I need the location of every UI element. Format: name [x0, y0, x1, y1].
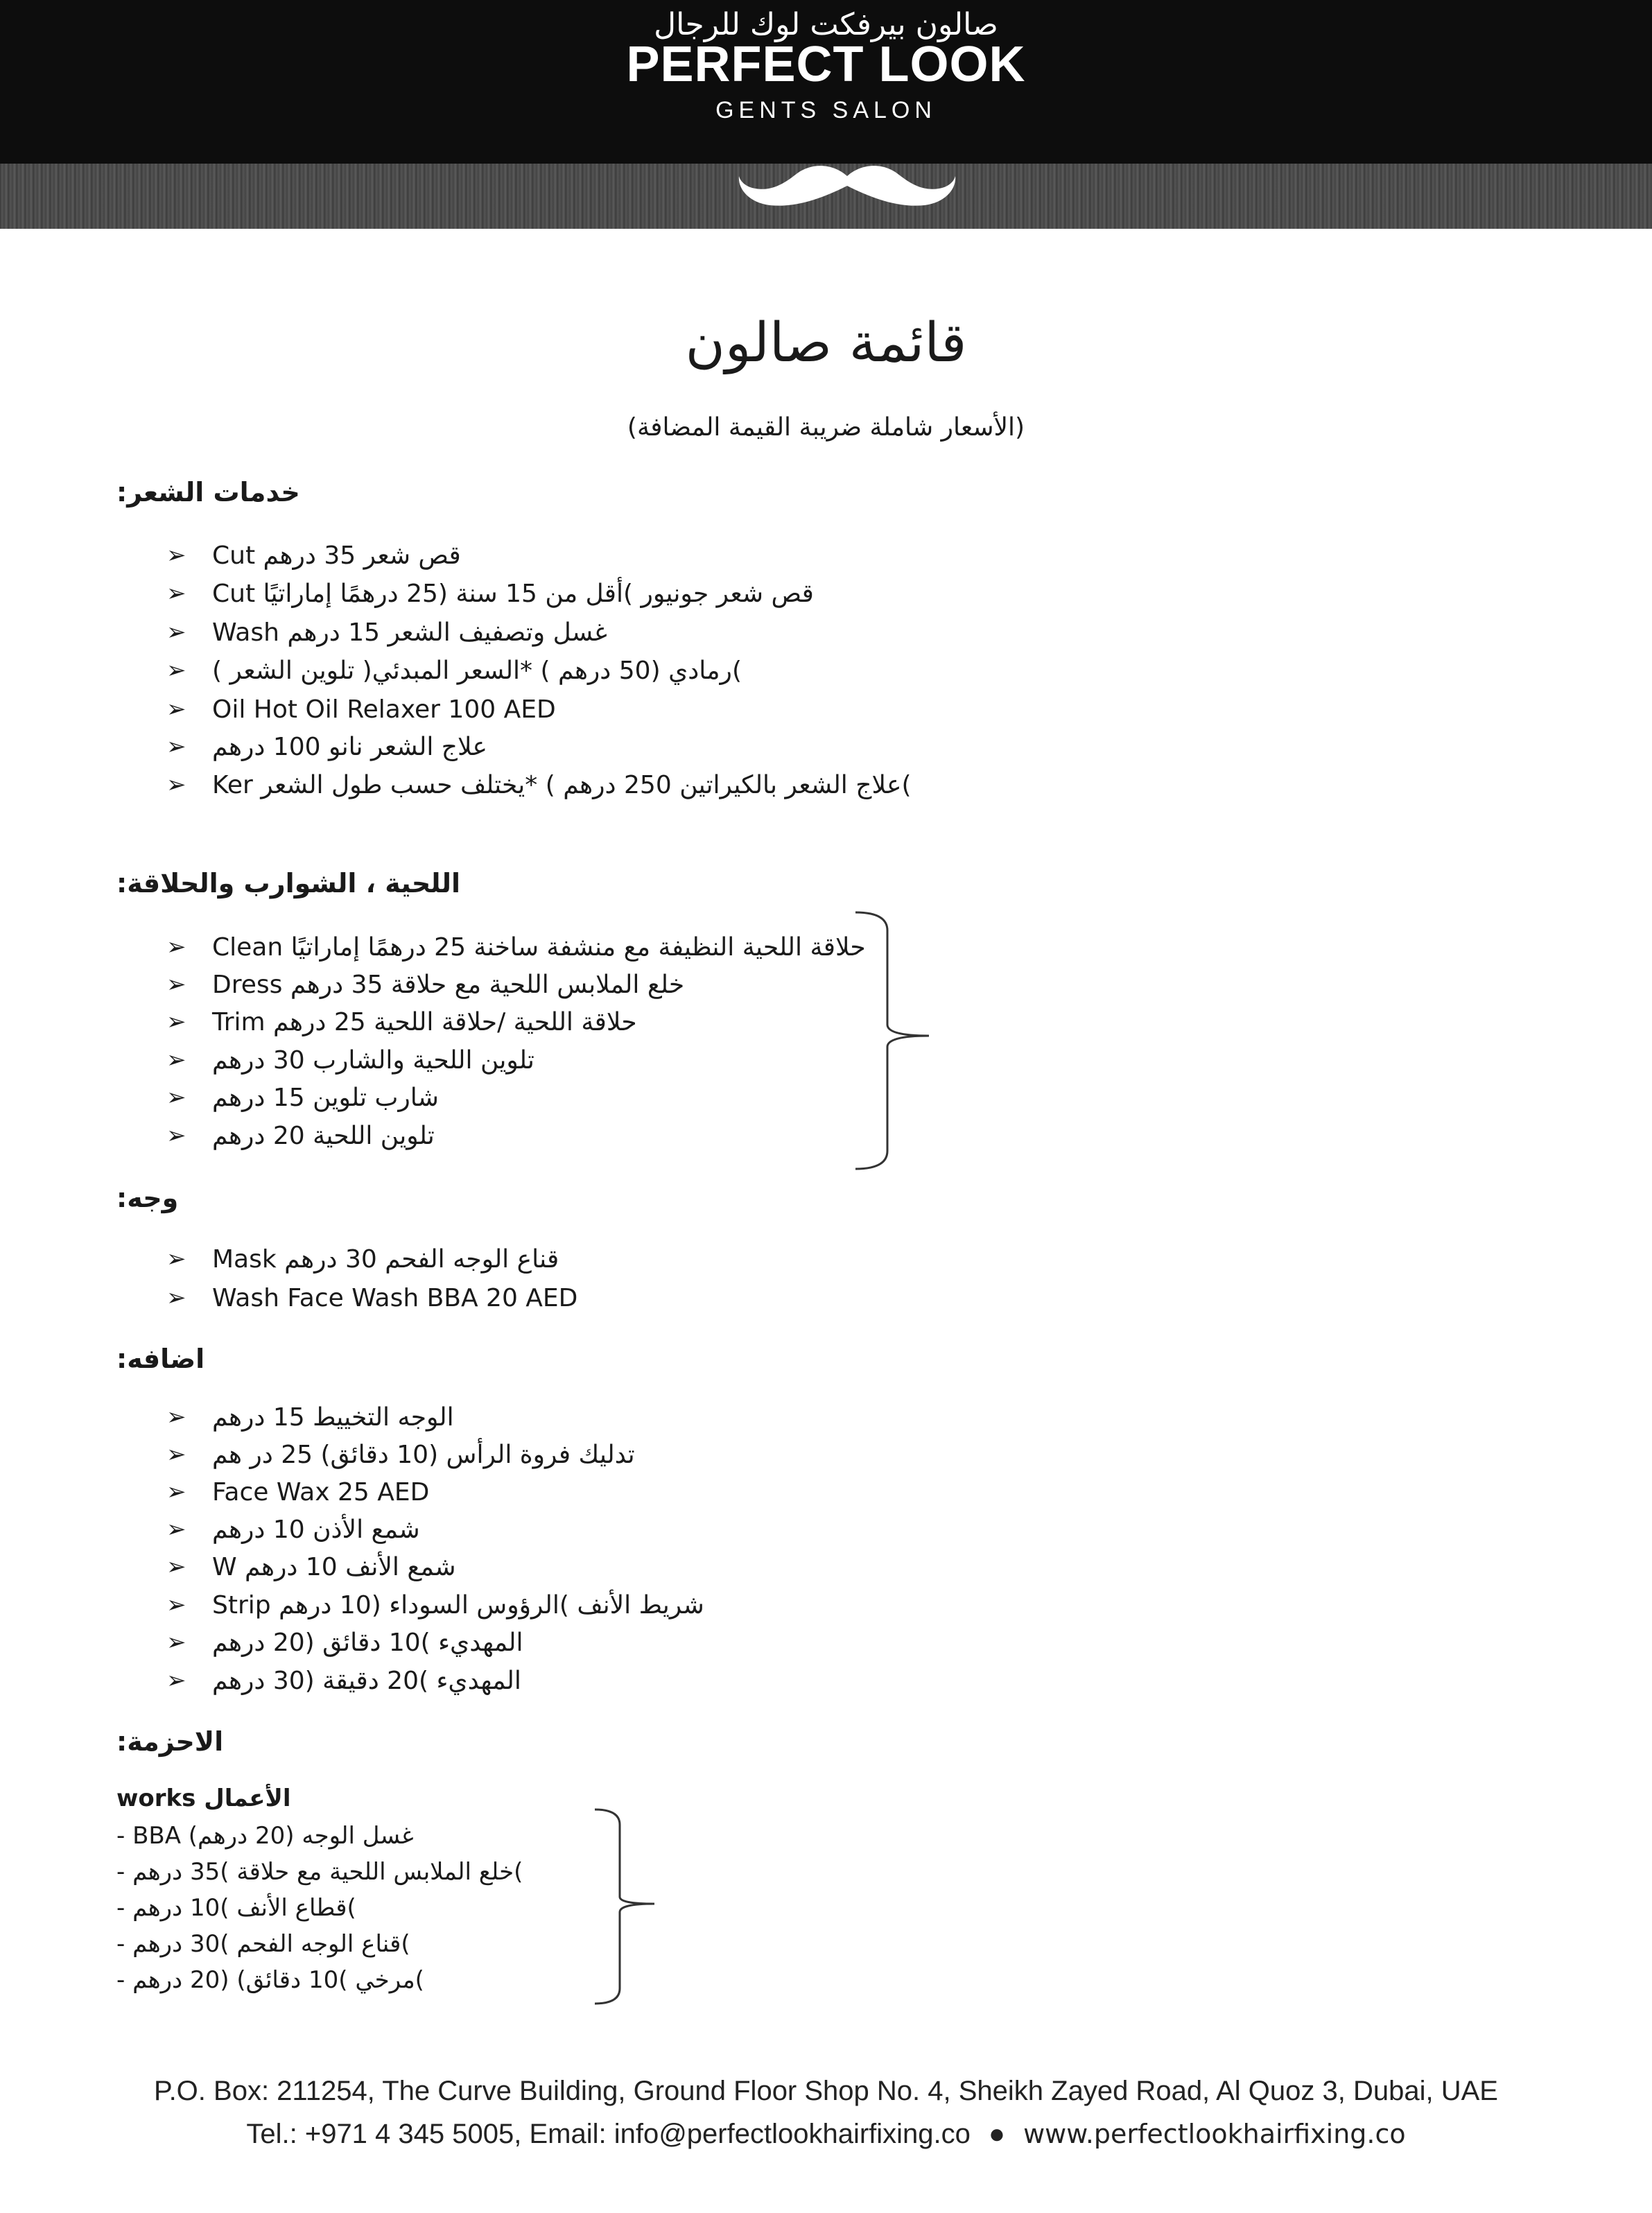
arrow-icon: ➢ — [166, 1245, 186, 1273]
item-text: Face Wax 25 AED — [212, 1477, 430, 1507]
list-item — [166, 1624, 523, 1660]
item-text: تلوين اللحية والشارب 30 درهم — [212, 1045, 534, 1075]
item-text: شمع الأذن 10 درهم — [212, 1515, 420, 1544]
item-text: ( تلوين الشعر )رمادي (50 درهم ) *السعر المبدئي( — [212, 656, 742, 685]
list-item — [166, 1241, 559, 1277]
arrow-icon: ➢ — [166, 695, 186, 723]
header-banner — [0, 0, 1652, 229]
arrow-icon: ➢ — [166, 733, 186, 761]
arrow-icon: ➢ — [166, 1441, 186, 1468]
bracket-beard — [853, 910, 936, 1173]
list-item — [166, 1079, 439, 1116]
footer-address: P.O. Box: 211254, The Curve Building, Ground Floor Shop No. 4, Sheikh Zayed Road, Al Quoz 3, Dubai, UAE — [154, 2076, 1498, 2106]
package-line: - BBA غسل الوجه (20 درهم) — [116, 1822, 414, 1850]
list-item — [166, 1587, 704, 1623]
item-text: Wash Face Wash BBA 20 AED — [212, 1283, 578, 1312]
list-item — [166, 575, 814, 611]
arrow-icon: ➢ — [166, 618, 186, 646]
arrow-icon: ➢ — [166, 1403, 186, 1431]
list-item — [166, 729, 487, 765]
section-heading-face: :وجه — [116, 1183, 179, 1213]
item-text: تلوين اللحية 20 درهم — [212, 1121, 435, 1150]
arrow-icon: ➢ — [166, 1667, 186, 1694]
list-item — [166, 1280, 577, 1316]
list-item — [166, 1663, 521, 1699]
list-item — [166, 966, 684, 1003]
arrow-icon: ➢ — [166, 933, 186, 961]
item-text: Ker علاج الشعر بالكيراتين 250 درهم ) *يختلف حسب طول الشعر( — [212, 770, 912, 799]
list-item — [166, 1474, 429, 1510]
arrow-icon: ➢ — [166, 1046, 186, 1074]
item-text: Trim حلاقة اللحية /حلاقة اللحية 25 درهم — [212, 1007, 637, 1036]
section-heading-hair: :خدمات الشعر — [116, 477, 300, 507]
item-text: Cut قص شعر جونيور )أقل من 15 سنة (25 درهمًا إماراتيًا — [212, 579, 814, 608]
arrow-icon: ➢ — [166, 1591, 186, 1619]
item-text: W شمع الأنف 10 درهم — [212, 1552, 456, 1581]
mustache-icon — [736, 161, 958, 216]
list-item — [166, 767, 912, 803]
arrow-icon: ➢ — [166, 771, 186, 799]
arrow-icon: ➢ — [166, 1084, 186, 1111]
item-text: الوجه التخييط 15 درهم — [212, 1403, 454, 1432]
arrow-icon: ➢ — [166, 1284, 186, 1312]
list-item — [166, 1437, 635, 1473]
item-text: Strip شريط الأنف )الرؤوس السوداء (10 درهم — [212, 1590, 704, 1620]
section-heading-packages: :الاحزمة — [116, 1726, 224, 1757]
arrow-icon: ➢ — [166, 1629, 186, 1656]
item-text: المهديء )20 دقيقة (30 درهم — [212, 1666, 521, 1695]
list-item — [166, 1549, 456, 1585]
list-item — [166, 614, 607, 650]
arrow-icon: ➢ — [166, 1516, 186, 1543]
item-text: Cut قص شعر 35 درهم — [212, 541, 461, 570]
list-item — [166, 1118, 435, 1154]
package-title: works الأعمال — [116, 1785, 291, 1812]
brand-subtitle: GENTS SALON — [715, 97, 937, 123]
brand-arabic-name: صالون بيرفكت لوك للرجال — [654, 7, 998, 42]
section-heading-extras: :اضافه — [116, 1344, 205, 1374]
list-item — [166, 652, 742, 688]
page-title: قائمة صالون — [685, 312, 967, 374]
list-item — [166, 1399, 454, 1435]
item-text: Oil Hot Oil Relaxer 100 AED — [212, 695, 556, 724]
item-text: Mask قناع الوجه الفحم 30 درهم — [212, 1244, 559, 1274]
footer-contact — [0, 2119, 1652, 2150]
arrow-icon: ➢ — [166, 580, 186, 607]
bullet-separator: ● — [988, 2119, 1006, 2149]
list-item — [166, 1042, 534, 1078]
list-item — [166, 1004, 637, 1040]
vat-note: (الأسعار شاملة ضريبة القيمة المضافة) — [627, 413, 1025, 442]
footer-tel-email: Tel.: +971 4 345 5005, Email: info@perfectlookhairfixing.co — [246, 2119, 971, 2149]
list-item — [166, 929, 866, 965]
arrow-icon: ➢ — [166, 1478, 186, 1506]
package-line: - قطاع الأنف )10 درهم( — [116, 1894, 356, 1922]
arrow-icon: ➢ — [166, 1008, 186, 1036]
arrow-icon: ➢ — [166, 971, 186, 998]
arrow-icon: ➢ — [166, 1122, 186, 1149]
bracket-packages — [592, 1807, 661, 2008]
package-line: - مرخي )10 دقائق) (20 درهم( — [116, 1966, 424, 1994]
list-item — [166, 537, 461, 573]
brand-name: PERFECT LOOK — [626, 37, 1026, 92]
item-text: علاج الشعر نانو 100 درهم — [212, 732, 487, 761]
arrow-icon: ➢ — [166, 541, 186, 569]
item-text: Dress خلع الملابس اللحية مع حلاقة 35 درهم — [212, 970, 685, 999]
item-text: Clean حلاقة اللحية النظيفة مع منشفة ساخنة 25 درهمًا إماراتيًا — [212, 932, 866, 962]
item-text: شارب تلوين 15 درهم — [212, 1083, 439, 1112]
section-heading-beard: :اللحية ، الشوارب والحلاقة — [116, 868, 461, 899]
item-text: تدليك فروة الرأس (10 دقائق) 25 در هم — [212, 1440, 635, 1469]
list-item — [166, 1511, 420, 1547]
arrow-icon: ➢ — [166, 1553, 186, 1581]
package-line: - قناع الوجه الفحم )30 درهم( — [116, 1930, 410, 1958]
package-line: - خلع الملابس اللحية مع حلاقة )35 درهم( — [116, 1858, 523, 1886]
item-text: Wash غسل وتصفيف الشعر 15 درهم — [212, 618, 607, 647]
item-text: المهديء )10 دقائق (20 درهم — [212, 1628, 523, 1657]
footer-website: www.perfectlookhairfixing.co — [1023, 2119, 1406, 2149]
arrow-icon: ➢ — [166, 657, 186, 684]
list-item — [166, 691, 556, 727]
